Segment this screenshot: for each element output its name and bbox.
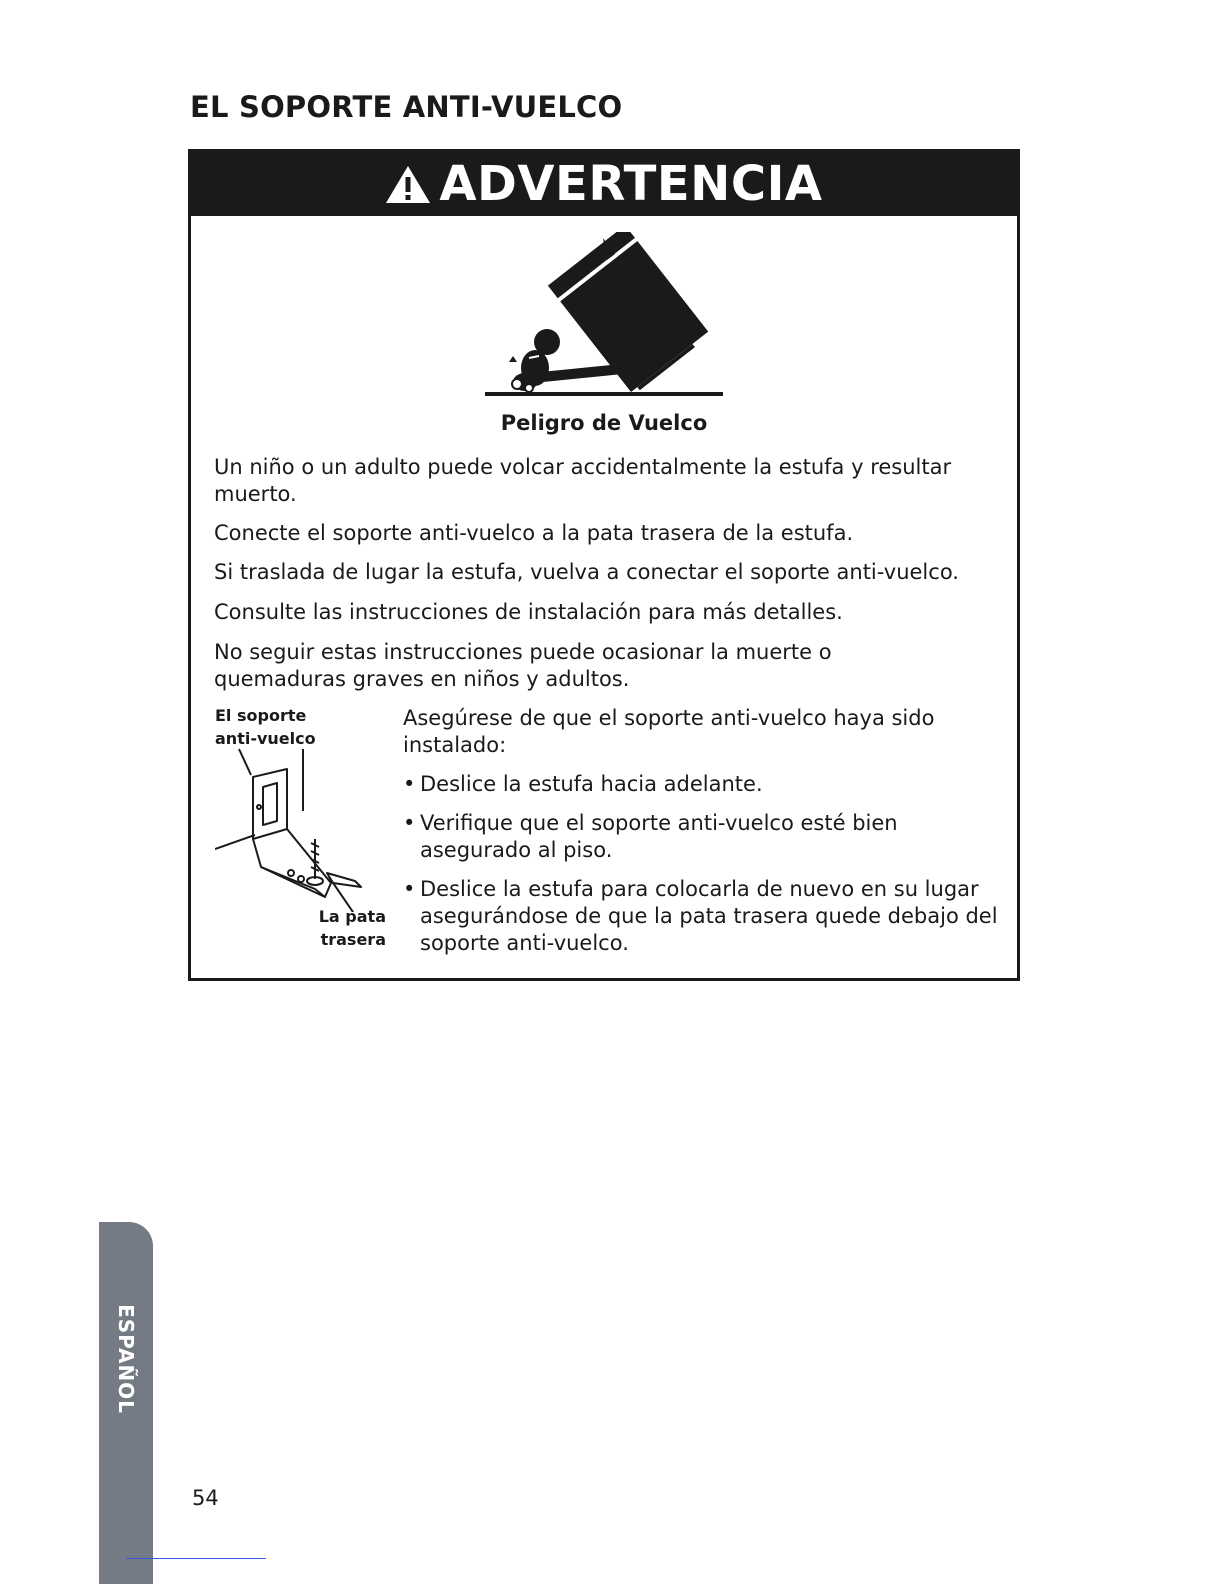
hazard-title: Peligro de Vuelco [500, 411, 708, 435]
warning-header [191, 152, 1017, 216]
bracket-label-line: anti-vuelco [215, 729, 316, 748]
warning-header-text: ADVERTENCIA [439, 156, 823, 212]
check-list [403, 771, 1003, 957]
warning-paragraph: Si traslada de lugar la estufa, vuelva a conectar el soporte anti-vuelco. [214, 560, 959, 584]
warning-box [188, 149, 1020, 981]
footer-rule [126, 1558, 266, 1559]
list-item: • Deslice la estufa para colocarla de nuevo en su lugar asegurándose de que la pata trasera quede debajo del soporte anti-vuelco. [403, 876, 1003, 957]
leg-label [286, 905, 386, 951]
check-intro: Asegúrese de que el soporte anti-vuelco haya sido instalado: [403, 706, 935, 757]
bracket-label [215, 704, 316, 750]
check-instructions [403, 705, 1003, 957]
bracket-label-line: El soporte [215, 706, 307, 725]
language-side-tab [99, 1222, 153, 1584]
list-item: • Verifique que el soporte anti-vuelco esté bien asegurado al piso. [403, 810, 1003, 864]
leg-label-line: La pata [318, 907, 386, 926]
language-side-tab-label: ESPAÑOL [114, 1304, 138, 1414]
anti-tip-bracket-illustration [215, 747, 375, 912]
warning-paragraph: No seguir estas instrucciones puede ocasionar la muerte o quemaduras graves en niños y adultos. [214, 640, 832, 691]
warning-paragraph: Consulte las instrucciones de instalación para más detalles. [214, 600, 843, 624]
list-item: • Deslice la estufa hacia adelante. [403, 771, 1003, 798]
tip-over-hazard-illustration [481, 232, 741, 402]
page-number: 54 [192, 1486, 219, 1510]
warning-triangle-icon [385, 164, 431, 204]
warning-paragraph: Un niño o un adulto puede volcar accidentalmente la estufa y resultar muerto. [214, 455, 952, 506]
leg-label-line: trasera [320, 930, 386, 949]
section-title: EL SOPORTE ANTI-VUELCO [190, 90, 623, 124]
warning-paragraph: Conecte el soporte anti-vuelco a la pata trasera de la estufa. [214, 521, 854, 545]
